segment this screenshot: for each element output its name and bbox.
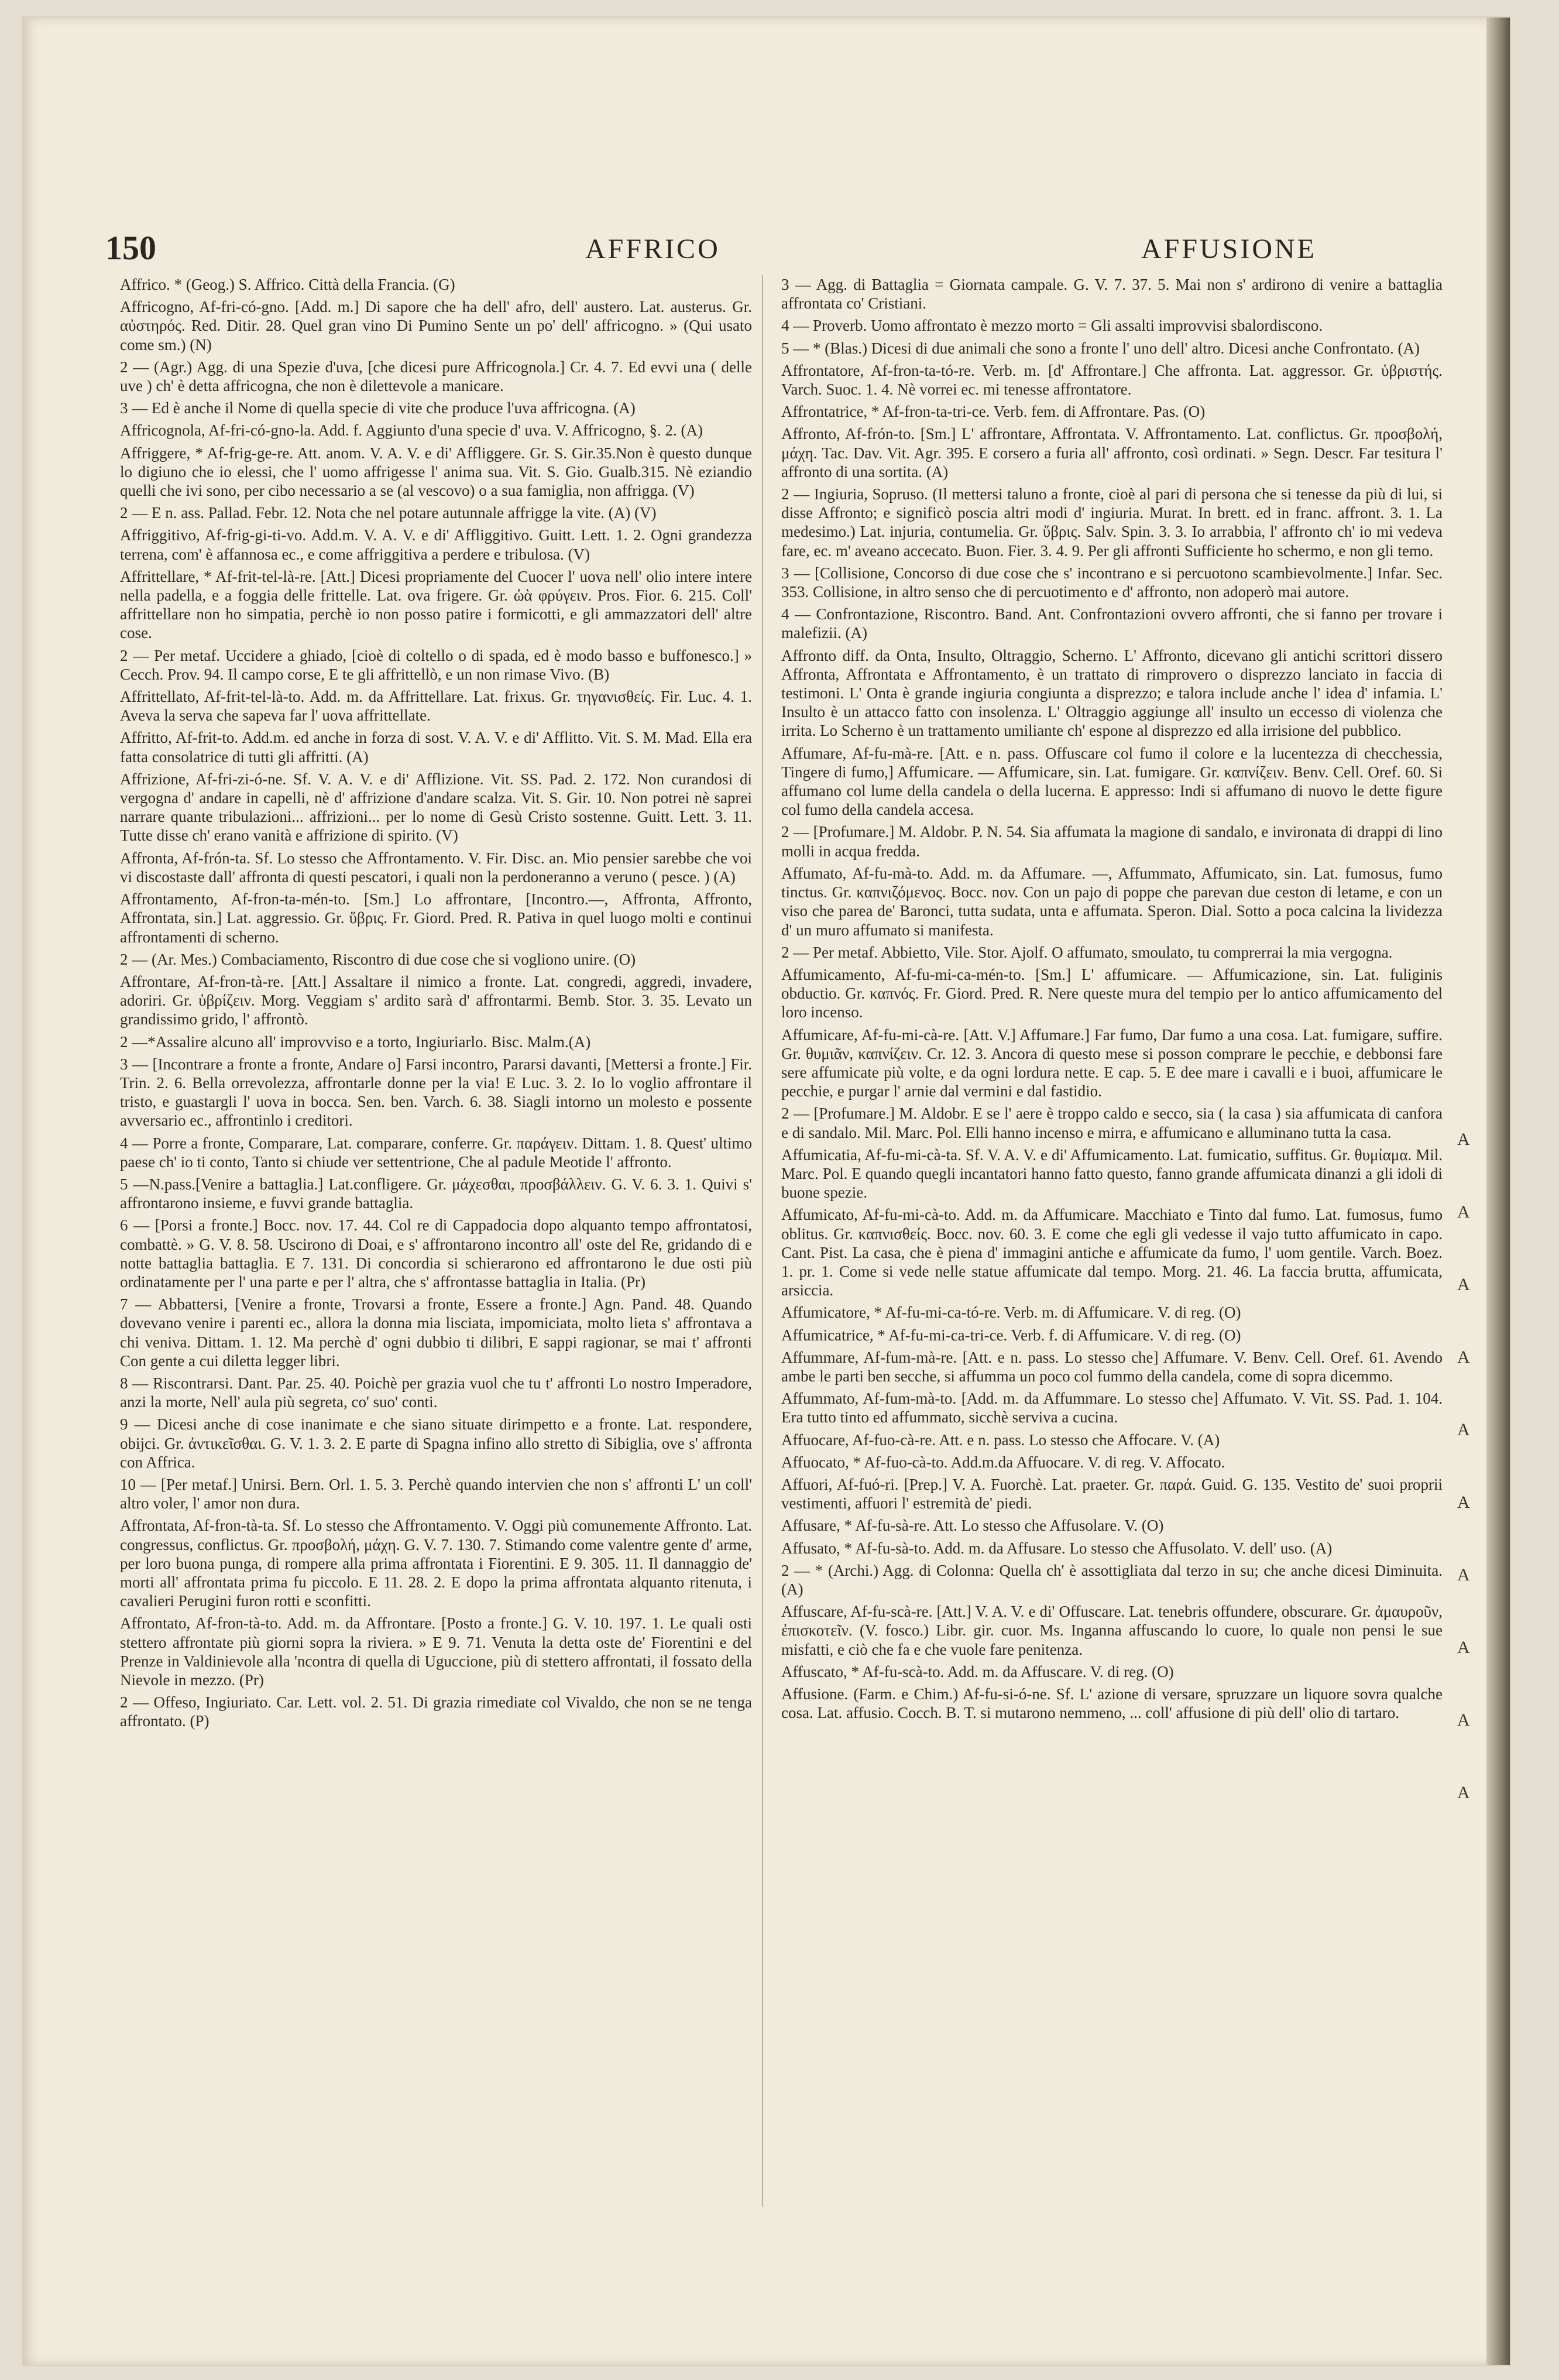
dictionary-entry: 3 — Agg. di Battaglia = Giornata campale. G. V. 7. 37. 5. Mai non s' ardirono di venire a battaglia affrontata co' Cristiani. — [781, 276, 1443, 313]
dictionary-entry: 5 —N.pass.[Venire a battaglia.] Lat.confligere. Gr. μάχεσθαι, προσβάλλειν. G. V. 6. 3. 1. Quivi s' affrontarono insieme, e fuvvi grande battaglia. — [120, 1175, 752, 1212]
dictionary-entry: 2 — Per metaf. Abbietto, Vile. Stor. Ajolf. O affumato, smoulato, tu comprerrai la mia vergogna. — [781, 943, 1393, 961]
dictionary-entry: Affriggere, * Af-frig-ge-re. Att. anom. V. A. V. e di' Affliggere. Gr. S. Gir.35.Non è questo dunque lo digiuno che io elessi, che l' uomo affrigesse l' anima sua. Vit. S. Gio. Gualb.315. Nè eziandio quelli che ivi sono, per cibo necessario a se (al vescovo) o a sua famiglia, non affrigga. (V) — [120, 444, 752, 500]
dictionary-entry: Affrontatrice, * Af-fron-ta-tri-ce. Verb. fem. di Affrontare. Pas. (O) — [781, 403, 1206, 421]
dictionary-entry: 7 — Abbattersi, [Venire a fronte, Trovarsi a fronte, Essere a fronte.] Agn. Pand. 48. Quando dovevano venire i parenti ec., allora la donna mia lisciata, impomiciata, molto lieta s' affrontava a chi veniva. Dittam. 1. 12. Ma perchè d' ogni dubbio ti dilibri, E sappi ragionar, se mai t' affronti Con gente a cui diletta legger libri. — [120, 1295, 752, 1370]
dictionary-entry: 4 — Porre a fronte, Comparare, Lat. comparare, conferre. Gr. παράγειν. Dittam. 1. 8. Quest' ultimo paese ch' io ti conto, Tanto si chiude ver settentrione, Che al padule Meotide l' affronto. — [120, 1134, 752, 1171]
dictionary-entry: Affricogno, Af-fri-có-gno. [Add. m.] Di sapore che ha dell' afro, dell' austero. Lat. austerus. Gr. αὐστηρός. Red. Ditir. 28. Quel gran vino Di Pumino Sente un po' dell' affricogno. » (Qui usato come sm.) (N) — [120, 298, 752, 354]
dictionary-entry: Affuocato, * Af-fuo-cà-to. Add.m.da Affuocare. V. di reg. V. Affocato. — [781, 1453, 1225, 1471]
running-header — [105, 228, 1422, 275]
edge-mark: A — [1457, 1275, 1470, 1294]
header-right-word: AFFUSIONE — [1141, 234, 1317, 265]
dictionary-entry: Affrittellato, Af-frit-tel-là-to. Add. m. da Affrittellare. Lat. frixus. Gr. τηγανισθείς. Fir. Luc. 4. 1. Aveva la serva che sapeva far l' uova affrittellate. — [120, 688, 752, 725]
dictionary-entry: 3 — Ed è anche il Nome di quella specie di vite che produce l'uva affricogna. (A) — [120, 399, 636, 417]
dictionary-entry: 9 — Dicesi anche di cose inanimate e che siano situate dirimpetto e a fronte. Lat. respondere, obijci. Gr. ἀντικεῖσθαι. G. V. 1. 3. 2. E parte di Spagna infino allo stretto di Sibiglia, ove s' affronta con Affrica. — [120, 1415, 752, 1471]
dictionary-entry: 6 — [Porsi a fronte.] Bocc. nov. 17. 44. Col re di Cappadocia dopo alquanto tempo affrontatosi, combattè. » G. V. 8. 58. Uscirono di Doai, e s' affrontarono incontro all' oste del Re, gridando di e notte battaglia battaglia. E 7. 131. Di concordia si schierarono ed affrontarono le due osti più ordinatamente per l' una parte e per l' altra, che s' affrontasse battaglia in Italia. (Pr) — [120, 1216, 752, 1291]
dictionary-entry: 3 — [Incontrare a fronte a fronte, Andare o] Farsi incontro, Pararsi davanti, [Mettersi a fronte.] Fir. Trin. 2. 6. Bella orrevolezza, affrontarle donne per la via! E Luc. 3. 2. Io lo voglio affrontare il tristo, e guastargli l' uova in bocca. Sen. ben. Varch. 6. 38. Siagli intorno un molesto e possente avversario ec., affrontinlo i creditori. — [120, 1055, 752, 1130]
dictionary-entry: Affumicatrice, * Af-fu-mi-ca-tri-ce. Verb. f. di Affumicare. V. di reg. (O) — [781, 1326, 1241, 1344]
dictionary-entry: Affuocare, Af-fuo-cà-re. Att. e n. pass. Lo stesso che Affocare. V. (A) — [781, 1431, 1220, 1449]
dictionary-entry: 4 — Confrontazione, Riscontro. Band. Ant. Confrontazioni ovvero affronti, che si fanno per trovare i malefizii. (A) — [781, 605, 1443, 642]
edge-marks — [1457, 1130, 1475, 1856]
dictionary-entry: Affumare, Af-fu-mà-re. [Att. e n. pass. Offuscare col fumo il colore e la lucentezza di checchessia, Tingere di fumo,] Affumicare. — Affumicare, sin. Lat. fumigare. Gr. καπνίζειν. Benv. Cell. Oref. 60. Si affumano col lume della candela o della lucerna. E appresso: Indi si affumano di nuovo le dette figure col fumo della candela accesa. — [781, 744, 1443, 819]
dictionary-entry: 2 — * (Archi.) Agg. di Colonna: Quella ch' è assottigliata dal terzo in su; che anche dicesi Diminuita. (A) — [781, 1561, 1443, 1598]
dictionary-entry: 10 — [Per metaf.] Unirsi. Bern. Orl. 1. 5. 3. Perchè quando intervien che non s' affronti L' un coll' altro voler, l' amor non dura. — [120, 1475, 752, 1513]
dictionary-entry: Affumato, Af-fu-mà-to. Add. m. da Affumare. —, Affummato, Affumicato, sin. Lat. fumosus, fumo tinctus. Gr. καπνιζόμενος. Bocc. nov. Con un pajo di poppe che parevan due ceston di letame, e con un viso che parea de' Baronci, tutta sudata, unta e affumata. Speron. Dial. Sotto a poca calcina la lividezza d' un muro affumato si manifesta. — [781, 864, 1443, 939]
dictionary-entry: Affrontatore, Af-fron-ta-tó-re. Verb. m. [d' Affrontare.] Che affronta. Lat. aggressor. Gr. ὑβριστής. Varch. Suoc. 1. 4. Nè vorrei ec. mi tenesse affrontatore. — [781, 361, 1443, 399]
dictionary-entry: Affumicamento, Af-fu-mi-ca-mén-to. [Sm.] L' affumicare. — Affumicazione, sin. Lat. fuliginis obductio. Gr. καπνός. Fr. Giord. Pred. R. Nere queste mura del tempio per lo antico affumicamento del loro incenso. — [781, 965, 1443, 1021]
dictionary-entry: 8 — Riscontrarsi. Dant. Par. 25. 40. Poichè per grazia vuol che tu t' affronti Lo nostro Imperadore, anzi la morte, Nell' aula più segreta, co' suo' conti. — [120, 1374, 752, 1411]
dictionary-entry: Affuori, Af-fuó-ri. [Prep.] V. A. Fuorchè. Lat. praeter. Gr. παρά. Guid. G. 135. Vestito de' suoi proprii vestimenti, affuori l' estremità de' piedi. — [781, 1475, 1443, 1513]
right-column — [781, 275, 1443, 1726]
edge-mark: A — [1457, 1710, 1470, 1730]
dictionary-entry: Affritto, Af-frit-to. Add.m. ed anche in forza di sost. V. A. V. e di' Afflitto. Vit. S. M. Mad. Ella era fatta consolatrice di tutti gli affritti. (A) — [120, 729, 752, 766]
dictionary-entry: 2 — (Ar. Mes.) Combaciamento, Riscontro di due cose che si vogliono unire. (O) — [120, 950, 636, 968]
edge-mark: A — [1457, 1420, 1470, 1439]
left-column — [120, 275, 752, 1734]
dictionary-entry: 2 — (Agr.) Agg. di una Spezie d'uva, [che dicesi pure Affricognola.] Cr. 4. 7. Ed evvi una ( delle uve ) ch' è detta affricogna, che non è dilettevole a manicare. — [120, 358, 752, 395]
dictionary-entry: Affumicatore, * Af-fu-mi-ca-tó-re. Verb. m. di Affumicare. V. di reg. (O) — [781, 1304, 1241, 1322]
dictionary-entry: Affronta, Af-frón-ta. Sf. Lo stesso che Affrontamento. V. Fir. Disc. an. Mio pensier sarebbe che voi vi discostaste dall' affronta di questi pescatori, i quali non la perdoneranno a veruno ( pesce. ) (A) — [120, 849, 752, 886]
dictionary-entry: Affrizione, Af-fri-zi-ó-ne. Sf. V. A. V. e di' Afflizione. Vit. SS. Pad. 2. 172. Non curandosi di vergogna d' andare in capelli, nè d' affrizione d'andare scalza. Vit. S. Gir. 10. Non potrei nè saprei narrare quante tribulazioni... affrizioni... per lo nome di Gesù Cristo sostenne. Guitt. Lett. 3. 11. Tutte disse ch' erano vanità e affrizione di spirito. (V) — [120, 770, 752, 845]
dictionary-entry: 2 — [Profumare.] M. Aldobr. E se l' aere è troppo caldo e secco, sia ( la casa ) sia affumicata di canfora e di sandalo. Mil. Marc. Pol. Elli hanno incenso e mirra, e affumicano e alluminano tutta la casa. — [781, 1105, 1443, 1141]
dictionary-entry: Affumicatia, Af-fu-mi-cà-ta. Sf. V. A. V. e di' Affumicamento. Lat. fumicatio, suffitus. Gr. θυμίαμα. Mil. Marc. Pol. E quando quegli incantatori hanno fatto questo, fanno grande affumicata dinanzi a gli idoli di buone spezie. — [781, 1146, 1443, 1202]
header-left-word: AFFRICO — [585, 234, 720, 265]
dictionary-entry: Affusare, * Af-fu-sà-re. Att. Lo stesso che Affusolare. V. (O) — [781, 1517, 1164, 1535]
edge-mark: A — [1457, 1202, 1470, 1222]
dictionary-entry: Affumicato, Af-fu-mi-cà-to. Add. m. da Affumicare. Macchiato e Tinto dal fumo. Lat. fumosus, fumo oblitus. Gr. καπνισθείς. Bocc. nov. 60. 3. E come che egli gli vedesse il vajo tutto affumicato in capo. Cant. Pist. La casa, che è piena d' immagini antiche e affumicate da fumo, l' uom gentile. Varch. Boez. 1. pr. 1. Come si vede nelle statue affumicate dal tempo. Morg. 21. 46. La faccia brutta, affumicata, arsiccia. — [781, 1206, 1443, 1299]
dictionary-entry: Affrontamento, Af-fron-ta-mén-to. [Sm.] Lo affrontare, [Incontro.—, Affronta, Affronto, Affrontata, sin.] Lat. aggressio. Gr. ὕβρις. Fr. Giord. Pred. R. Pativa in quel luogo molti e continui affrontamenti di scherno. — [120, 890, 752, 946]
dictionary-entry: 2 — [Profumare.] M. Aldobr. P. N. 54. Sia affumata la magione di sandalo, e invironata di drappi di lino molli in acqua fredda. — [781, 823, 1443, 860]
dictionary-entry: Affriggitivo, Af-frig-gi-ti-vo. Add.m. V. A. V. e di' Affliggitivo. Guitt. Lett. 1. 2. Ogni grandezza terrena, com' è affannosa ec., e come affriggitiva a perdere e tribulosa. (V) — [120, 526, 752, 563]
dictionary-entry: Affrontata, Af-fron-tà-ta. Sf. Lo stesso che Affrontamento. V. Oggi più comunemente Affronto. Lat. congressus, conflictus. Gr. προσβολή, μάχη. G. V. 7. 130. 7. Stimando come valentre gente d' arme, per loro buona punga, di rompere alla prima affrontata i Fiorentini. E 9. 305. 11. Il dannaggio de' morti all' affrontata prima fu piccolo. E 11. 28. 2. E dopo la prima affrontata alquanto ritenuta, i cavalieri Perugini furon rotti e sconfitti. — [120, 1517, 752, 1610]
edge-mark: A — [1457, 1130, 1470, 1149]
edge-mark: A — [1457, 1638, 1470, 1657]
dictionary-entry: 2 — Per metaf. Uccidere a ghiado, [cioè di coltello o di spada, ed è modo basso e buffonesco.] » Cecch. Prov. 94. Il campo corse, E te gli affrittellò, e un non rimase Vivo. (B) — [120, 646, 752, 683]
dictionary-entry: Affrontare, Af-fron-tà-re. [Att.] Assaltare il nimico a fronte. Lat. congredi, aggredi, invadere, adoriri. Gr. ὑβρίζειν. Morg. Veggiam s' ardito sarà d' affrontarmi. Bemb. Stor. 3. 35. Levato un grandissimo grido, l' affrontò. — [120, 972, 752, 1028]
dictionary-entry: Affronto diff. da Onta, Insulto, Oltraggio, Scherno. L' Affronto, dicevano gli antichi scrittori dissero Affronta, Affrontata e Affrontamento, è un trattato di rimprovero o disprezzo lanciato in faccia di testimoni. L' Onta è grande ingiuria congiunta a disprezzo; e talora include anche l' idea d' infamia. L' Insulto è un attacco fatto con insolenza. L' Oltraggio aggiunge all' insulto un eccesso di violenza che irrita. Lo Scherno è un trattamento umiliante ch' espone al disprezzo ed alla irrisione del pubblico. — [781, 646, 1443, 740]
dictionary-entry: 2 — Offeso, Ingiuriato. Car. Lett. vol. 2. 51. Di grazia rimediate col Vivaldo, che non se ne tenga affrontato. (P) — [120, 1693, 752, 1730]
dictionary-entry: Affumicare, Af-fu-mi-cà-re. [Att. V.] Affumare.] Far fumo, Dar fumo a una cosa. Lat. fumigare, suffire. Gr. θυμιᾶν, καπνίζειν. Cr. 12. 3. Ancora di questo mese si posson comprare le pecchie, e debbonsi fare sere affumicate più volte, e da ogni lordura nette. E cap. 5. E dee mare i cavalli e i buoi, affumicare le pecchie, e purgar l' arnie dal vermini e dal fastidio. — [781, 1026, 1443, 1100]
dictionary-entry: Affummato, Af-fum-mà-to. [Add. m. da Affummare. Lo stesso che] Affumato. V. Vit. SS. Pad. 1. 104. Era tutto tinto ed affummato, sicchè serviva a cucina. — [781, 1390, 1443, 1426]
dictionary-entry: 2 —*Assalire alcuno all' improvviso e a torto, Ingiuriarlo. Bisc. Malm.(A) — [120, 1033, 591, 1051]
dictionary-entry: Affrico. * (Geog.) S. Affrico. Città della Francia. (G) — [120, 276, 455, 293]
dictionary-entry: Affuscare, Af-fu-scà-re. [Att.] V. A. V. e di' Offuscare. Lat. tenebris offundere, obscurare. Gr. ἀμαυροῦν, ἐπισκοτεῖν. (V. fosco.) Libr. gir. cuor. Ms. Inganna affuscando lo cuore, lo quale non pensi le sue misfatti, e ciò che fa e che vuole fare penitenza. — [781, 1603, 1443, 1658]
dictionary-entry: 2 — Ingiuria, Sopruso. (Il mettersi taluno a fronte, cioè al pari di persona che si tenesse da più di lui, si disse Affronto; e significò poscia altri modi d' ingiuria. Murat. In brett. ed in franc. affront. 3. 1. La medesimo.) Lat. injuria, contumelia. Gr. ὕβρις. Salv. Spin. 3. 3. Io arrabbia, l' affronto ch' io mi vedeva fare, ec. m' aveano accecato. Buon. Fier. 3. 4. 9. Per gli affronti Sufficiente ho schermo, e non gli temo. — [781, 485, 1443, 560]
dictionary-entry: Affronto, Af-frón-to. [Sm.] L' affrontare, Affrontata. V. Affrontamento. Lat. conflictus. Gr. προσβολή, μάχη. Tac. Dav. Vit. Agr. 395. E corsero a furia all' affronto, così ordinati. » Segn. Descr. Far tesitura l' affronto di una sortita. (A) — [781, 425, 1443, 481]
column-rule — [762, 275, 763, 2207]
page-number: 150 — [105, 229, 156, 267]
dictionary-entry: Affrontato, Af-fron-tà-to. Add. m. da Affrontare. [Posto a fronte.] G. V. 10. 197. 1. Le quali osti stettero affrontate più giorni sopra la riviera. » E 9. 71. Venuta la detta oste de' Fiorentini e del Prenze in Valdinievole alla 'ncontra di quella di Uguccione, più di stettero affrontati, il fossato della Nievole in mezzo. (Pr) — [120, 1614, 752, 1689]
book-page — [23, 18, 1510, 2365]
dictionary-entry: Affricognola, Af-fri-có-gno-la. Add. f. Aggiunto d'una specie d' uva. V. Affricogno, §. 2. (A) — [120, 421, 703, 440]
page-gutter — [1486, 18, 1510, 2365]
dictionary-entry: Affrittellare, * Af-frit-tel-là-re. [Att.] Dicesi propriamente del Cuocer l' uova nell' olio intere intere nella padella, e a foggia delle frittelle. Lat. ova frigere. Gr. ὠὰ φρύγειν. Pros. Fior. 6. 215. Coll' affrittellare non ho simpatia, perchè io non posso patire i formicotti, e gli ammazzatori dell' altre cose. — [120, 567, 752, 642]
edge-mark: A — [1457, 1347, 1470, 1367]
dictionary-entry: 3 — [Collisione, Concorso di due cose che s' incontrano e si percuotono scambievolmente.] Infar. Sec. 353. Collisione, in altro senso che di percuotimento e d' affronto, non adoperò mai autore. — [781, 564, 1443, 601]
dictionary-entry: 5 — * (Blas.) Dicesi di due animali che sono a fronte l' uno dell' altro. Dicesi anche Confrontato. (A) — [781, 339, 1420, 357]
edge-mark: A — [1457, 1493, 1470, 1512]
dictionary-entry: 4 — Proverb. Uomo affrontato è mezzo morto = Gli assalti improvvisi sbalordiscono. — [781, 317, 1323, 335]
dictionary-entry: Affummare, Af-fum-mà-re. [Att. e n. pass. Lo stesso che] Affumare. V. Benv. Cell. Oref. 61. Avendo ambe le parti ben secche, si affumma un poco col fummo della candela, come di sopra dicemmo. — [781, 1348, 1443, 1385]
dictionary-entry: 2 — E n. ass. Pallad. Febr. 12. Nota che nel potare autunnale affrigge la vite. (A) (V) — [120, 504, 657, 522]
edge-mark: A — [1457, 1783, 1470, 1802]
dictionary-entry: Affusato, * Af-fu-sà-to. Add. m. da Affusare. Lo stesso che Affusolato. V. dell' uso. (A) — [781, 1539, 1333, 1557]
dictionary-entry: Affuscato, * Af-fu-scà-to. Add. m. da Affuscare. V. di reg. (O) — [781, 1662, 1174, 1681]
edge-mark: A — [1457, 1565, 1470, 1585]
dictionary-entry: Affusione. (Farm. e Chim.) Af-fu-si-ó-ne. Sf. L' azione di versare, spruzzare un liquore sovra qualche cosa. Lat. affusio. Cocch. B. T. si mutarono nemmeno, ... coll' affusione di più dell' olio di tartaro. — [781, 1685, 1443, 1722]
